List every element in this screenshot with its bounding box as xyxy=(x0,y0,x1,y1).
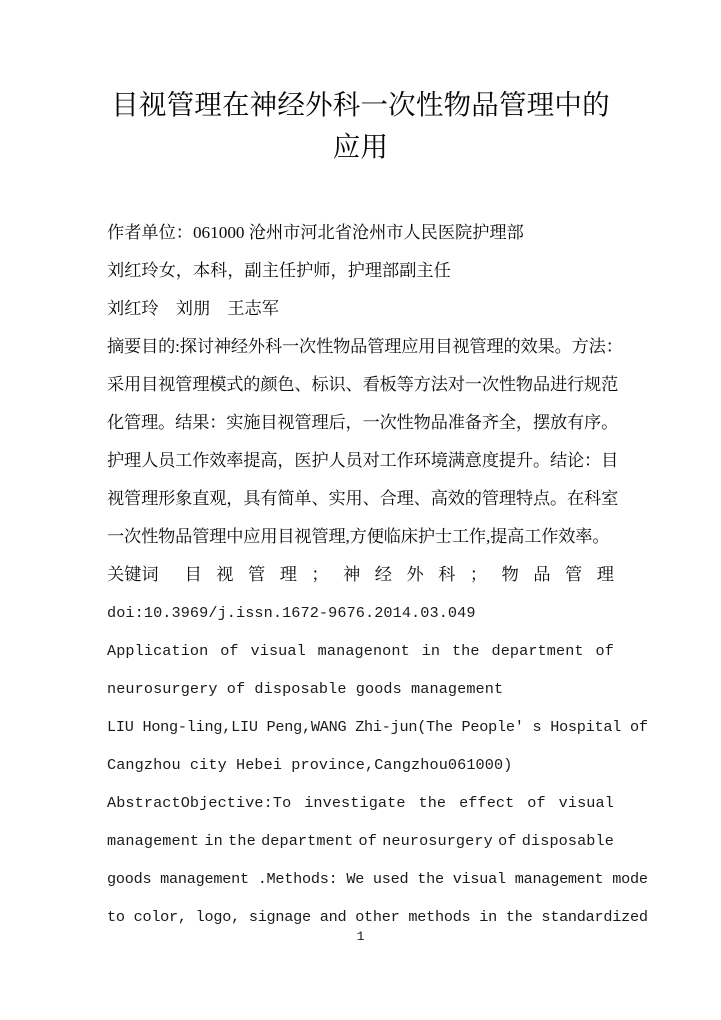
keyword-char: 物 xyxy=(501,565,519,584)
keywords-terms xyxy=(159,556,614,594)
title-line-1: 目视管理在神经外科一次性物品管理中的 xyxy=(111,89,610,120)
page-number: 1 xyxy=(356,929,365,944)
abstract-en-line-3: goods management .Methods: We used the visual management mode xyxy=(107,870,648,888)
title-en-line-1 xyxy=(107,632,614,670)
authors-en-line-2: Cangzhou city Hebei province,Cangzhou061000) xyxy=(107,756,513,774)
page-content xyxy=(107,0,648,936)
keyword-char: 神 xyxy=(343,565,361,584)
keywords-line xyxy=(107,556,614,594)
keyword-char: 理 xyxy=(596,565,614,584)
abstract-en-word: disposable xyxy=(521,832,614,850)
abstract-en-word: visual xyxy=(558,794,614,812)
abstract-en-word: neurosurgery xyxy=(382,832,493,850)
abstract-cn-line-1: 摘要目的:探讨神经外科一次性物品管理应用目视管理的效果。方法： xyxy=(107,337,623,356)
abstract-en-word: of xyxy=(498,832,517,850)
abstract-en-word: investigate xyxy=(304,794,406,812)
title-en-word: visual xyxy=(250,642,306,660)
abstract-en-line-4: to color, logo, signage and other methods in the standardized xyxy=(107,908,648,926)
title-en-word: the xyxy=(451,642,480,660)
keyword-char: 管 xyxy=(247,565,266,584)
keyword-char: 经 xyxy=(374,565,392,584)
abstract-cn-line-5: 视管理形象直观，具有简单、实用、合理、高效的管理特点。在科室 xyxy=(107,489,619,508)
abstract-en-line-2 xyxy=(107,822,614,860)
abstract-cn-line-3: 化管理。结果：实施目视管理后，一次性物品准备齐全，摆放有序。 xyxy=(107,413,619,432)
abstract-en-word: effect xyxy=(459,794,515,812)
keyword-char: 科 xyxy=(438,565,456,584)
abstract-cn-line-4: 护理人员工作效率提高，医护人员对工作环境满意度提升。结论：目 xyxy=(107,451,619,470)
keyword-char: 管 xyxy=(565,565,583,584)
keyword-char: 目 xyxy=(184,565,202,584)
title-en-word: in xyxy=(421,642,441,660)
title-en-line-2: neurosurgery of disposable goods management xyxy=(107,680,504,698)
abstract-en-word: of xyxy=(527,794,546,812)
title-en-word: department xyxy=(491,642,584,660)
authors-en-line-1: LIU Hong-ling,LIU Peng,WANG Zhi-jun(The People′ s Hospital of xyxy=(107,718,648,736)
title-en-word: of xyxy=(220,642,239,660)
doi-line: doi:10.3969/j.issn.1672-9676.2014.03.049 xyxy=(107,604,476,622)
title-en-word: Application xyxy=(107,642,209,660)
keywords-label: 关键词 xyxy=(107,565,159,584)
abstract-cn-line-2: 采用目视管理模式的颜色、标识、看板等方法对一次性物品进行规范 xyxy=(107,375,619,394)
abstract-en-line-1 xyxy=(107,784,614,822)
title-en-word: of xyxy=(595,642,614,660)
keyword-char: 外 xyxy=(406,565,424,584)
abstract-en-word: department xyxy=(261,832,354,850)
title-en-word: managenont xyxy=(317,642,410,660)
authors-cn-line: 刘红玲 刘朋 王志军 xyxy=(107,299,279,318)
abstract-en-word: of xyxy=(358,832,377,850)
chinese-body xyxy=(107,214,623,632)
title-line-2: 应用 xyxy=(332,131,389,162)
abstract-cn-line-6: 一次性物品管理中应用目视管理,方便临床护士工作,提高工作效率。 xyxy=(107,527,610,546)
author-bio-line: 刘红玲女，本科，副主任护师，护理部副主任 xyxy=(107,261,451,280)
abstract-en-word: the xyxy=(228,832,256,850)
abstract-en-word: management xyxy=(107,832,200,850)
abstract-en-word: in xyxy=(204,832,223,850)
abstract-en-word: the xyxy=(418,794,447,812)
keyword-char: 品 xyxy=(533,565,551,584)
english-body xyxy=(107,632,648,936)
keyword-char: 理 xyxy=(279,565,297,584)
affiliation-line: 作者单位：061000 沧州市河北省沧州市人民医院护理部 xyxy=(107,223,524,242)
page-title xyxy=(107,0,614,168)
keyword-separator: ； xyxy=(311,565,329,584)
keyword-separator: ； xyxy=(469,565,488,584)
keyword-char: 视 xyxy=(216,565,234,584)
abstract-en-word: AbstractObjective:To xyxy=(107,794,292,812)
